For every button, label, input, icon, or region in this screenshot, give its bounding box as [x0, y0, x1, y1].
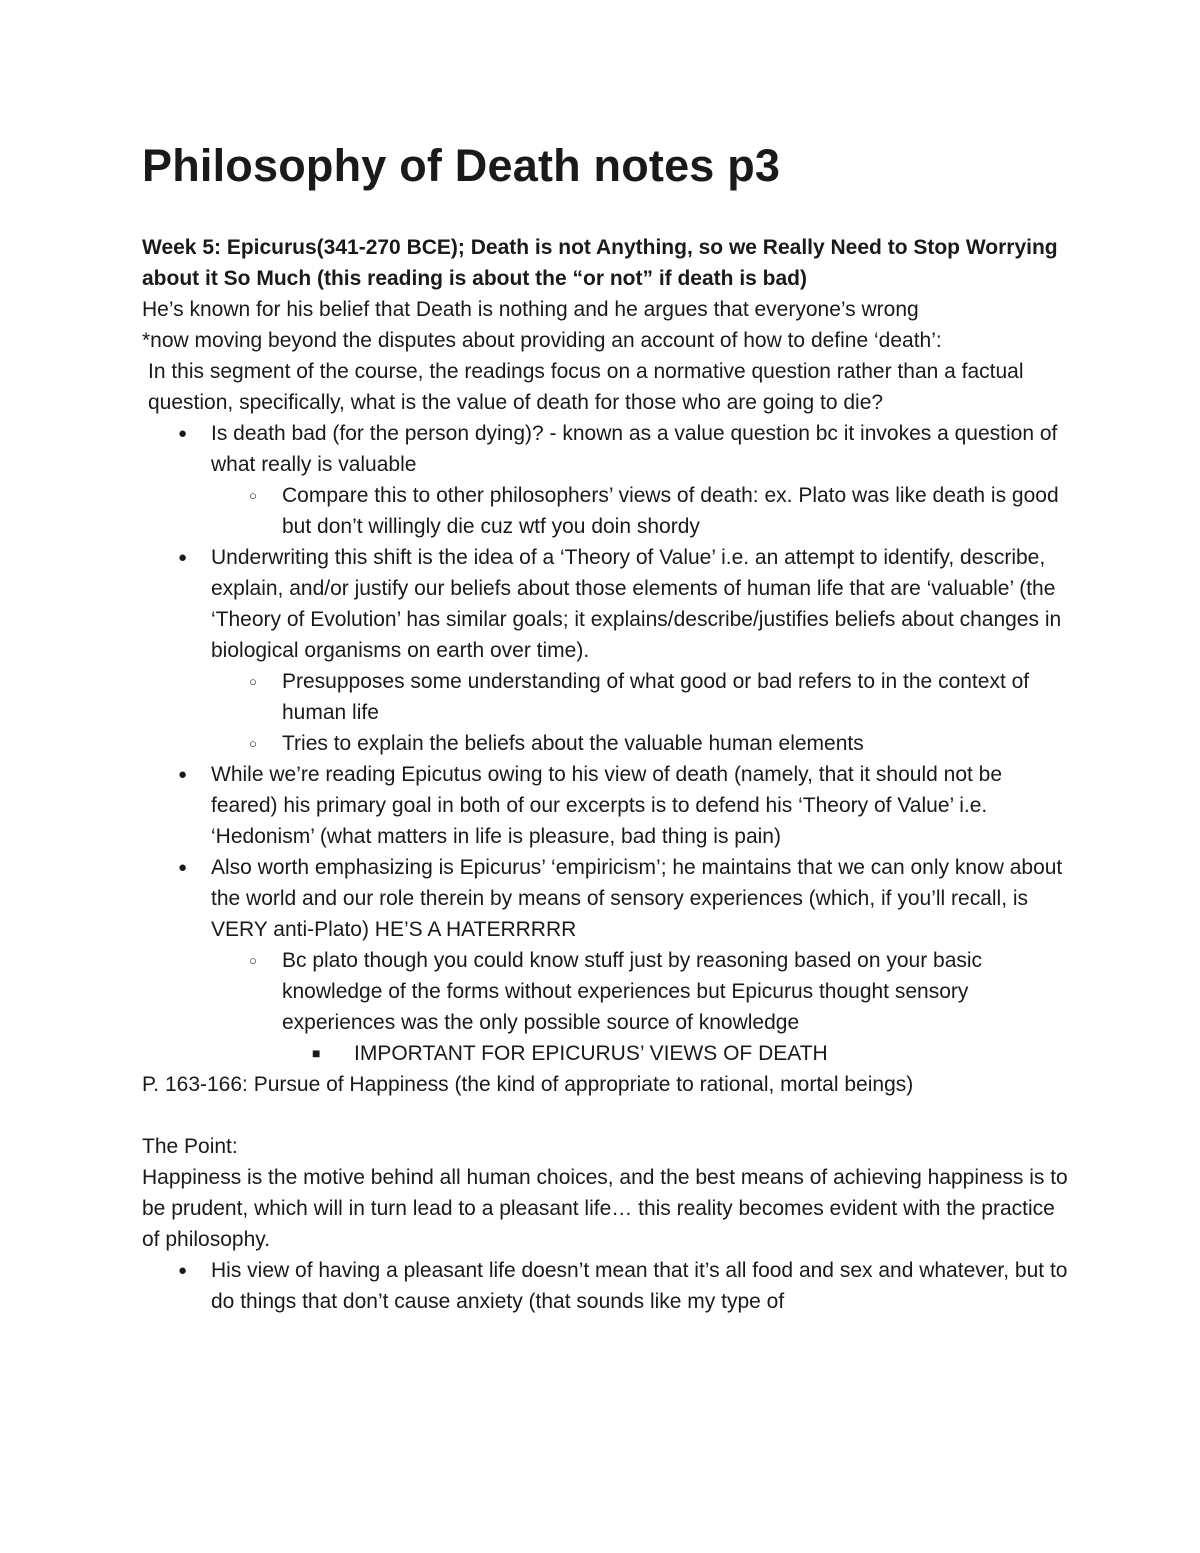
list-item	[142, 852, 1072, 945]
pages-line: P. 163-166: Pursue of Happiness (the kind of appropriate to rational, mortal beings)	[142, 1073, 914, 1096]
list-item	[142, 666, 1072, 728]
intro-line: He’s known for his belief that Death is nothing and he argues that everyone’s wrong	[142, 298, 919, 321]
point-label: The Point:	[142, 1135, 238, 1158]
document-body	[142, 232, 1072, 1317]
list-item-text: Is death bad (for the person dying)? - known as a value question bc it invokes a question of what really is valuable	[211, 422, 1058, 476]
list-item-text: Tries to explain the beliefs about the valuable human elements	[282, 732, 864, 755]
list-item-text: While we’re reading Epicutus owing to his view of death (namely, that it should not be feared) his primary goal in both of our excerpts is to defend his ‘Theory of Value’ i.e. ‘Hedonism’ (what matters in life is pleasure, bad thing is pain)	[211, 763, 1003, 848]
list-item-text: IMPORTANT FOR EPICURUS’ VIEWS OF DEATH	[354, 1042, 828, 1065]
point-text: Happiness is the motive behind all human choices, and the best means of achieving happiness is to be prudent, which will in turn lead to a pleasant life… this reality becomes evident with the practice of philosophy.	[142, 1166, 1068, 1251]
list-item	[142, 1038, 1072, 1069]
list-item	[142, 1255, 1072, 1317]
list-item	[142, 759, 1072, 852]
list-item	[142, 480, 1072, 542]
page-title: Philosophy of Death notes p3	[142, 140, 781, 191]
list-item-text: Also worth emphasizing is Epicurus’ ‘empiricism’; he maintains that we can only know about the world and our role therein by means of sensory experiences (which, if you’ll recall, is VERY anti-Plato) HE’S A HATERRRRR	[211, 856, 1063, 941]
bullet-dot-icon: ●	[178, 425, 188, 442]
bullet-square-icon: ■	[312, 1045, 321, 1061]
intro-line: In this segment of the course, the readings focus on a normative question rather than a factual question, specifically, what is the value of death for those who are going to die?	[148, 360, 1024, 414]
bullet-dot-icon: ●	[178, 766, 188, 783]
bullet-dot-icon: ●	[178, 1262, 188, 1279]
bullet-list	[142, 1255, 1072, 1317]
list-item	[142, 945, 1072, 1038]
list-item-text: Bc plato though you could know stuff just by reasoning based on your basic knowledge of the forms without experiences but Epicurus thought sensory experiences was the only possible source of knowledge	[282, 949, 983, 1034]
list-item-text: Compare this to other philosophers’ views of death: ex. Plato was like death is good but don’t willingly die cuz wtf you doin shordy	[282, 484, 1059, 538]
list-item-text: His view of having a pleasant life doesn’t mean that it’s all food and sex and whatever, but to do things that don’t cause anxiety (that sounds like my type of	[211, 1259, 1068, 1313]
bullet-list	[142, 418, 1072, 1069]
section-heading: Week 5: Epicurus(341-270 BCE); Death is not Anything, so we Really Need to Stop Worrying about it So Much (this reading is about the “or not” if death is bad)	[142, 236, 1058, 290]
list-item-text: Underwriting this shift is the idea of a ‘Theory of Value’ i.e. an attempt to identify, describe, explain, and/or justify our beliefs about those elements of human life that are ‘valuable’ (the ‘Theory of Evolution’ has similar goals; it explains/describe/justifies beliefs about changes in biological organisms on earth over time).	[211, 546, 1062, 662]
bullet-circle-icon: ○	[249, 488, 257, 503]
list-item	[142, 728, 1072, 759]
bullet-circle-icon: ○	[249, 953, 257, 968]
bullet-circle-icon: ○	[249, 674, 257, 689]
blank-line	[142, 1100, 1072, 1131]
bullet-dot-icon: ●	[178, 549, 188, 566]
list-item-text: Presupposes some understanding of what good or bad refers to in the context of human life	[282, 670, 1030, 724]
bullet-dot-icon: ●	[178, 859, 188, 876]
intro-line: *now moving beyond the disputes about providing an account of how to define ‘death’:	[142, 329, 942, 352]
bullet-circle-icon: ○	[249, 736, 257, 751]
list-item	[142, 542, 1072, 666]
list-item	[142, 418, 1072, 480]
